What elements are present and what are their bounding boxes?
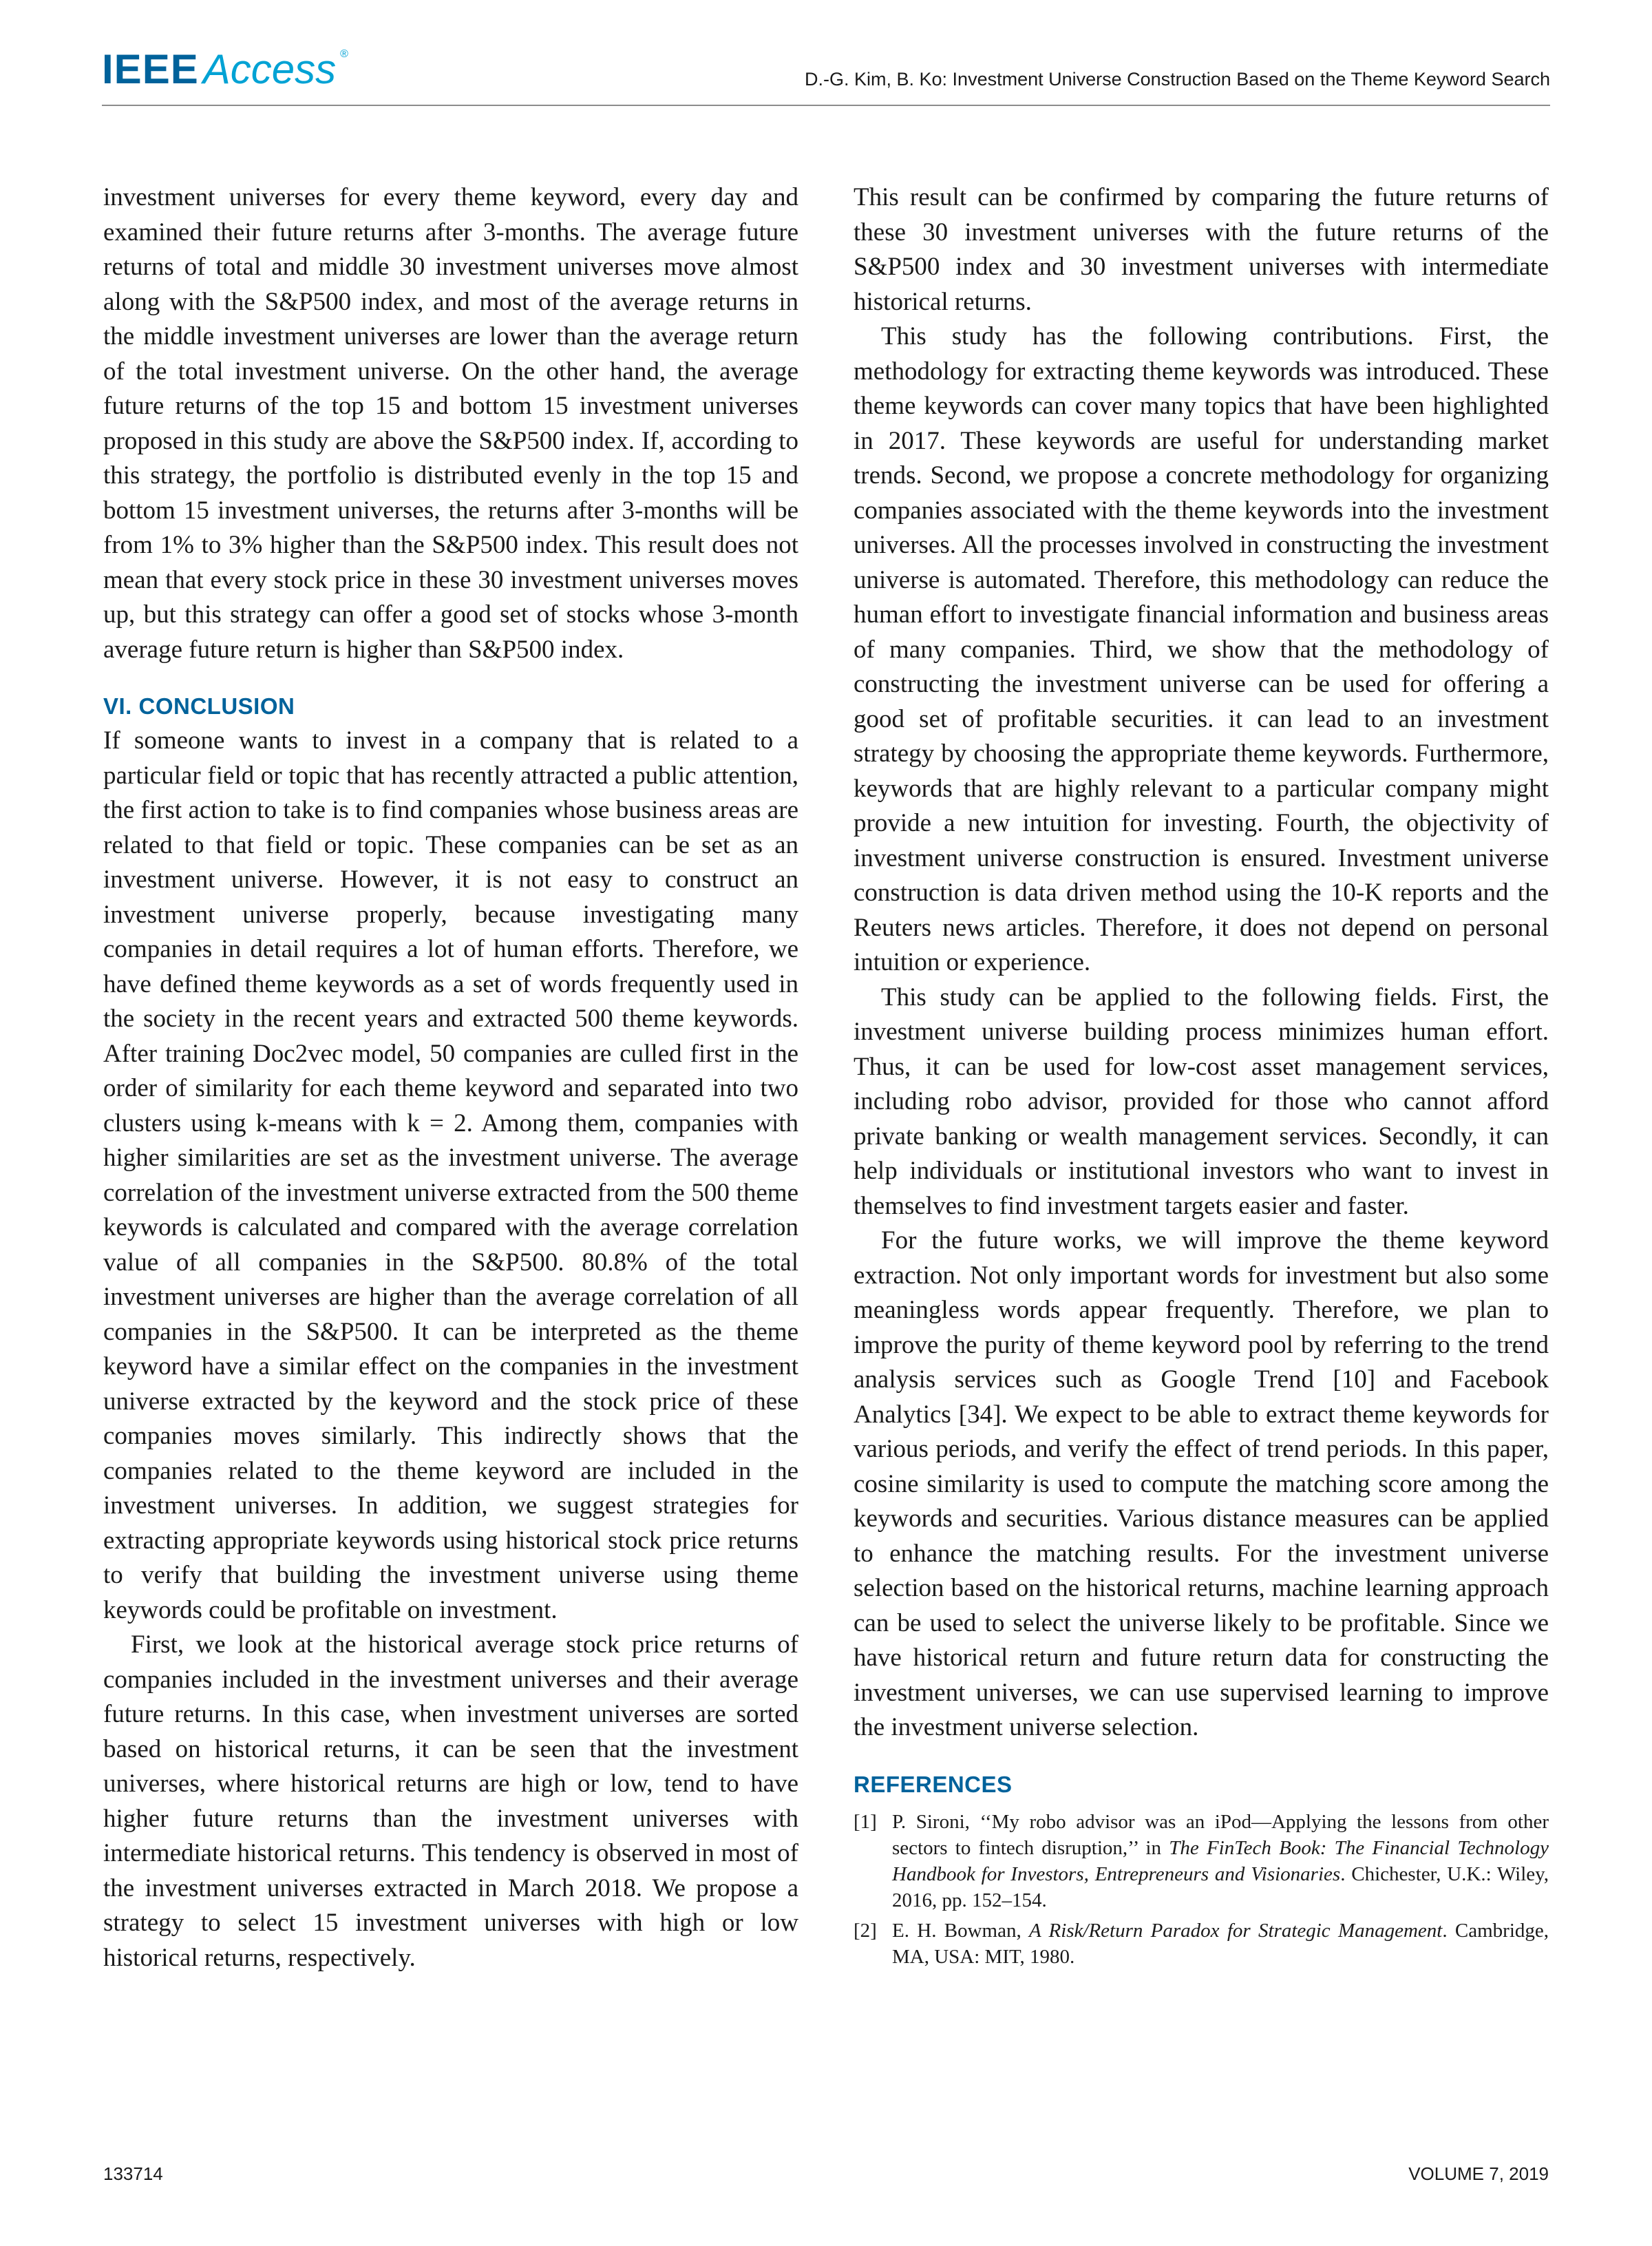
right-column [854,180,1549,1974]
left-column [103,180,798,1975]
conclusion-heading: VI. CONCLUSION [103,693,295,719]
conclusion-paragraph-1: If someone wants to invest in a company that is related to a particular field or topic that has recently attracted a public attention, the first action to take is to find companies whose business areas are related to that field or topic. These companies can be set as an investment universe. However, it is not easy to construct an investment universe properly, because investigating many companies in detail requires a lot of human efforts. Therefore, we have defined theme keywords as a set of words frequently used in the society in the recent years and extracted 500 theme keywords. After training Doc2vec model, 50 companies are culled first in the order of similarity for each theme keyword and separated into two clusters using k-means with k = 2. Among them, companies with higher similarities are set as the investment universe. The average correlation of the investment universe extracted from the 500 theme keywords is calculated and compared with the average correlation value of all companies in the S&P500. 80.8% of the total investment universes are higher than the average correlation of all companies in the S&P500. It can be interpreted as the theme keyword have a similar effect on the companies in the investment universe extracted by the keyword and the stock price of these companies moves similarly. This indirectly shows that the companies related to the theme keyword are included in the investment universes. In addition, we suggest strategies for extracting appropriate keywords using historical stock price returns to verify that building the investment universe using theme keywords could be profitable on investment. [103,726,798,1624]
logo-ieee-text: IEEE [102,46,199,92]
logo-trademark: ® [340,48,348,60]
reference-text: P. Sironi, ‘‘My robo advisor was an iPod—Applying the lessons from other sectors to fintech disruption,’’ in The FinTech Book: The Financial Technology Handbook for Investors, Entrepreneurs and Visionaries. Chichester, U.K.: Wiley, 2016, pp. 152–154. [892,1810,1549,1911]
running-title: D.-G. Kim, B. Ko: Investment Universe Construction Based on the Theme Keyword Search [805,69,1550,90]
reference-title: The FinTech Book: The Financial Technology Handbook for Investors, Entrepreneurs and Visionaries [892,1836,1549,1885]
ieee-access-logo [102,45,348,94]
reference-text: E. H. Bowman, A Risk/Return Paradox for Strategic Management. Cambridge, MA, USA: MIT, 1980. [892,1919,1549,1968]
reference-title: A Risk/Return Paradox for Strategic Management [1029,1919,1443,1942]
references-heading: REFERENCES [854,1771,1013,1797]
page-number: 133714 [103,2163,163,2184]
reference-number: [2] [854,1919,877,1942]
header-divider [102,105,1550,106]
reference-item [854,1809,1549,1913]
applications-paragraph: This study can be applied to the following fields. First, the investment universe building process minimizes human effort. Thus, it can be used for low-cost asset management services, including robo advisor, provided for those who cannot afford private banking or wealth management services. Secondly, it can help individuals or institutional investors who want to invest in themselves to find investment targets easier and faster. [854,983,1549,1220]
contributions-paragraph: This study has the following contributions. First, the methodology for extracting theme keywords was introduced. These theme keywords can cover many topics that have been highlighted in 2017. These keywords are useful for understanding market trends. Second, we propose a concrete methodology for organizing companies associated with the theme keywords into the investment universes. All the processes involved in constructing the investment universe is automated. Therefore, this methodology can reduce the human effort to investigate financial information and business areas of many companies. Third, we show that the methodology of constructing the investment universe can be used for offering a good set of profitable securities. it can lead to an investment strategy by choosing the appropriate theme keywords. Furthermore, keywords that are highly relevant to a particular company might provide a new intuition for investing. Fourth, the objectivity of investment universe construction is ensured. Investment universe construction is data driven method using the 10-K reports and the Reuters news articles. Therefore, it does not depend on personal intuition or experience. [854,322,1549,976]
logo-access-text: Access [202,46,337,92]
volume-label: VOLUME 7, 2019 [1408,2163,1549,2184]
reference-item [854,1918,1549,1970]
continued-paragraph-right: This result can be confirmed by comparing the future returns of these 30 investment universes with the future returns of the S&P500 index and 30 investment universes with intermediate historical returns. [854,183,1549,316]
continued-paragraph: investment universes for every theme keyword, every day and examined their future returns after 3-months. The average future returns of total and middle 30 investment universes move almost along with the S&P500 index, and most of the average returns in the middle investment universes are lower than the average return of the total investment universe. On the other hand, the average future returns of the top 15 and bottom 15 investment universes proposed in this study are above the S&P500 index. If, according to this strategy, the portfolio is distributed evenly in the top 15 and bottom 15 investment universes, the returns after 3-months will be from 1% to 3% higher than the S&P500 index. This result does not mean that every stock price in these 30 investment universes moves up, but this strategy can offer a good set of stocks whose 3-month average future return is higher than S&P500 index. [103,183,798,664]
conclusion-paragraph-2: First, we look at the historical average stock price returns of companies included in the investment universes and their average future returns. In this case, when investment universes are sorted based on historical returns, it can be seen that the investment universes, where historical returns are high or low, tend to have higher future returns than the investment universes with intermediate historical returns. This tendency is observed in most of the investment universes extracted in March 2018. We propose a strategy to select 15 investment universes with high or low historical returns, respectively. [103,1630,798,1972]
reference-number: [1] [854,1810,877,1833]
future-work-paragraph: For the future works, we will improve the theme keyword extraction. Not only important words for investment but also some meaningless words appear frequently. Therefore, we plan to improve the purity of theme keyword pool by referring to the trend analysis services such as Google Trend [10] and Facebook Analytics [34]. We expect to be able to extract theme keywords for various periods, and verify the effect of trend periods. In this paper, cosine similarity is used to compute the matching score among the keywords and securities. Various distance measures can be applied to enhance the matching results. For the investment universe selection based on the historical returns, machine learning approach can be used to select the universe likely to be profitable. Since we have historical return and future return data for constructing the investment universes, we can use supervised learning to improve the investment universe selection. [854,1226,1549,1741]
references-list [854,1809,1549,1970]
